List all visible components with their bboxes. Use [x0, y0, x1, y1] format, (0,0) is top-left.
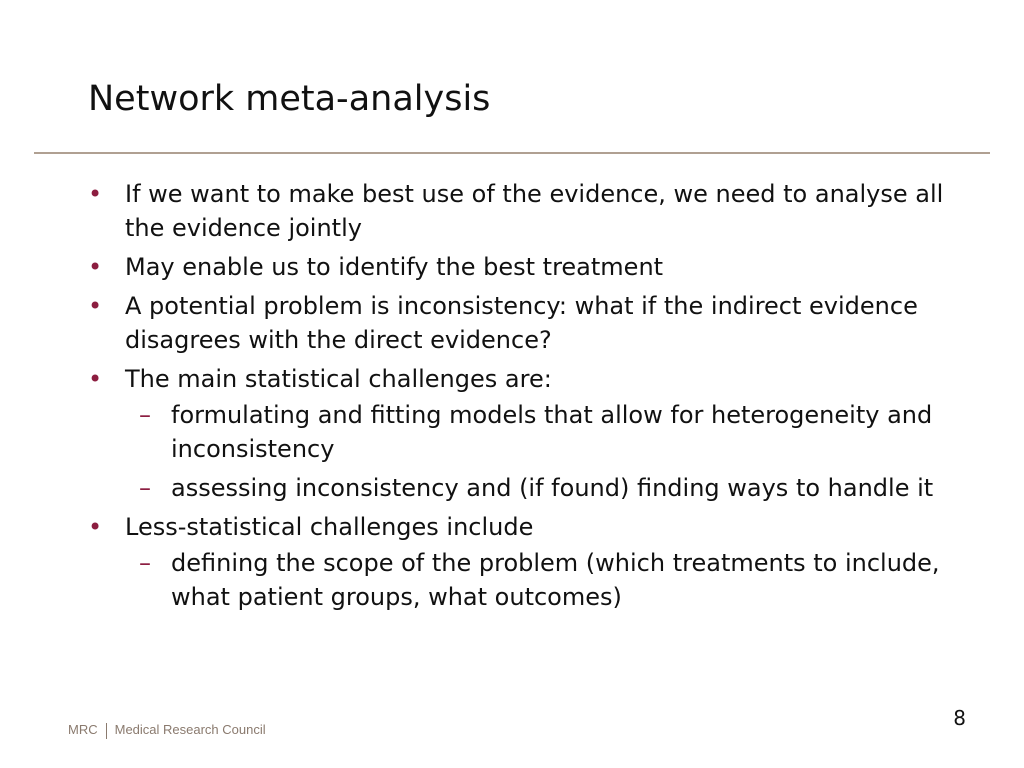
- sub-bullet-list: [125, 546, 948, 614]
- slide-title: Network meta-analysis: [88, 79, 491, 119]
- bullet-text: If we want to make best use of the evidence, we need to analyse all the evidence jointly: [125, 180, 944, 242]
- sub-bullet-list: [125, 398, 948, 505]
- sub-bullet-item: [134, 398, 948, 466]
- bullet-item: [88, 510, 948, 614]
- sub-bullet-item: [134, 546, 948, 614]
- bullet-text: May enable us to identify the best treatment: [125, 253, 664, 281]
- sub-bullet-text: assessing inconsistency and (if found) finding ways to handle it: [171, 474, 934, 502]
- bullet-text: A potential problem is inconsistency: what if the indirect evidence disagrees with the direct evidence?: [125, 292, 918, 354]
- title-divider: [34, 152, 990, 154]
- sub-bullet-marker: –: [139, 549, 151, 577]
- sub-bullet-text: defining the scope of the problem (which treatments to include, what patient groups, what outcomes): [171, 549, 940, 611]
- bullet-marker: •: [88, 365, 103, 393]
- logo-short-name: MRC: [68, 722, 98, 737]
- bullet-marker: •: [88, 292, 103, 320]
- bullet-text: Less-statistical challenges include: [125, 513, 534, 541]
- bullet-marker: •: [88, 180, 103, 208]
- bullet-marker: •: [88, 253, 103, 281]
- bullet-item: [88, 289, 948, 357]
- bullet-marker: •: [88, 513, 103, 541]
- logo-separator: [106, 723, 107, 739]
- logo-full-name: Medical Research Council: [114, 722, 266, 737]
- sub-bullet-marker: –: [139, 401, 151, 429]
- bullet-item: [88, 177, 948, 245]
- bullet-item: [88, 250, 948, 284]
- page-number: 8: [953, 706, 966, 730]
- sub-bullet-marker: –: [139, 474, 151, 502]
- mrc-logo: [68, 720, 266, 740]
- bullet-item: [88, 362, 948, 505]
- sub-bullet-text: formulating and fitting models that allow for heterogeneity and inconsistency: [171, 401, 933, 463]
- bullet-list: [88, 177, 948, 619]
- sub-bullet-item: [134, 471, 948, 505]
- bullet-text: The main statistical challenges are:: [125, 365, 552, 393]
